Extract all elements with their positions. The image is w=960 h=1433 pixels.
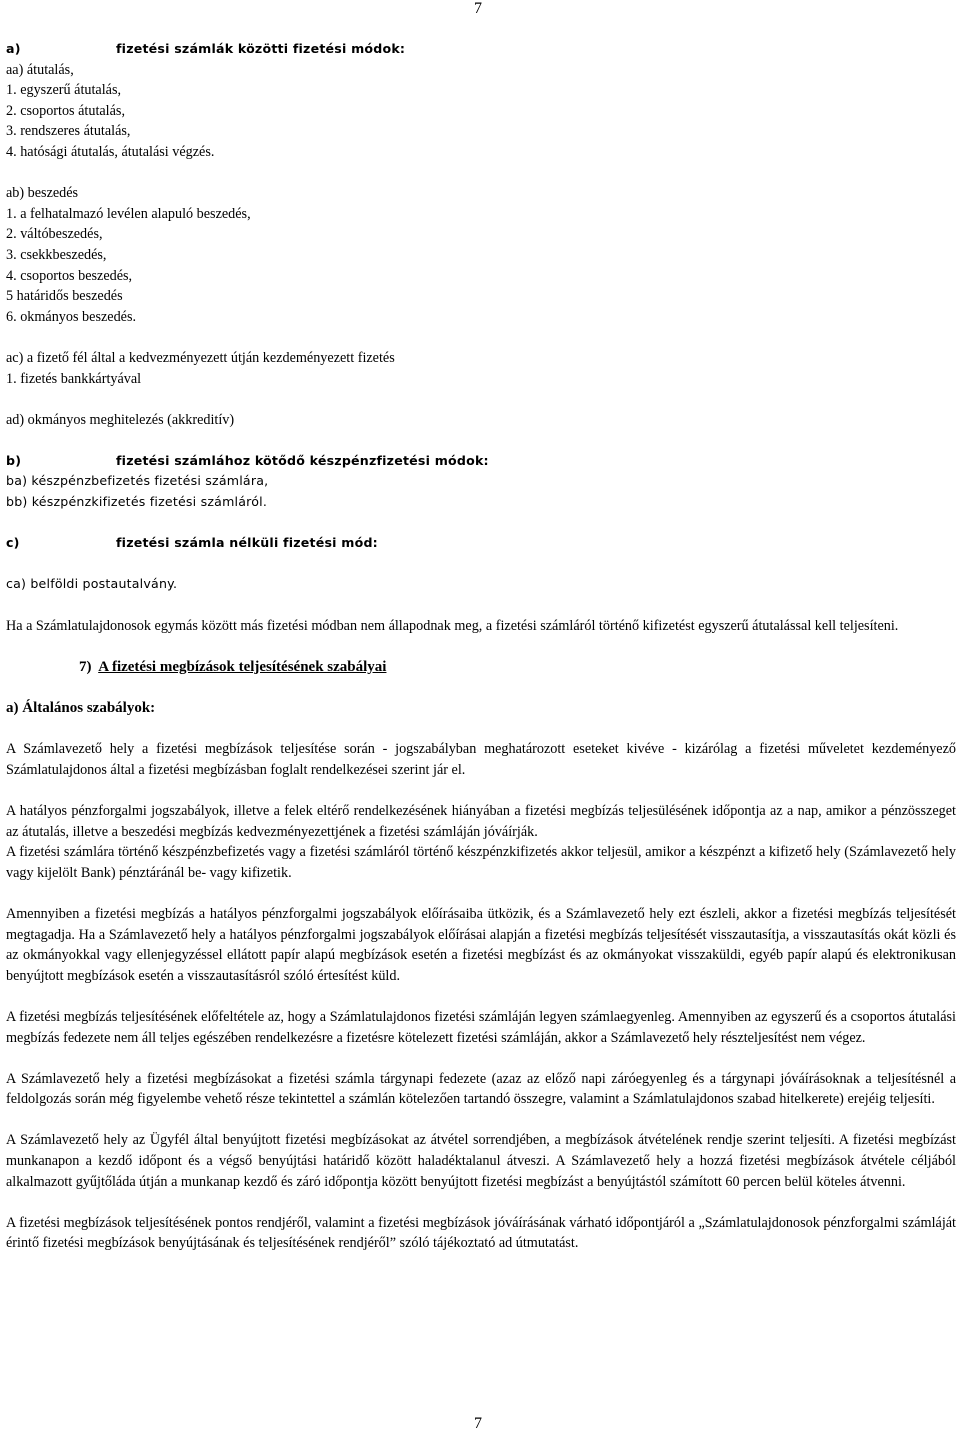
paragraph: A fizetési megbízás teljesítésének előfeltétele az, hogy a Számlatulajdonos fizetési számláján legyen számlaegyenleg. Amennyiben az egyszerű és a csoportos átutalási megbízás fedezete nem áll teljes egészében rendelkezésre a fizetésre kötelezett fizetési számláján, akkor a Számlavezető hely részteljesítést nem végez. (6, 1008, 956, 1046)
section-b-label: b) (6, 452, 22, 468)
paragraph: A fizetési megbízások teljesítésének pontos rendjéről, valamint a fizetési megbízások jóváírásának várható időpontjáról a „Számlatulajdonosok pénzforgalmi számláját érintő fizetési megbízások benyújtásának és teljesítésének rendjéről” szóló tájékoztató ad útmutatást. (6, 1214, 956, 1252)
section-7-heading (6, 657, 956, 678)
paragraph: A hatályos pénzforgalmi jogszabályok, illetve a felek eltérő rendelkezésének hiányában a fizetési megbízás teljesülésének időpontja az a nap, amikor a pénzösszeget az átutalás, illetve a beszedési megbízás kedvezményezettjének a fizetési számláján jóváírják. (6, 802, 956, 840)
paragraph: Amennyiben a fizetési megbízás a hatályos pénzforgalmi jogszabályok előírásaiba ütközik, és a Számlavezető hely ezt észleli, akkor a fizetési megbízás teljesítését megtagadja. Ha a Számlavezető hely a hatályos pénzforgalmi jogszabályok előírásai alapján a fizetési megbízás teljesítését visszautasítja, a visszautasítás okát közli és az okmányokkal vagy ellenjegyzéssel ellátott papír alapú megbízások esetén a fizetési megbízást és az okmányokat visszaküldi, egyéb papír alapú és elektronikusan benyújtott megbízások esetén a visszautasításról szóló értesítést küld. (6, 905, 956, 984)
section-b-title: fizetési számlához kötődő készpénzfizetési módok: (116, 452, 489, 468)
bb-item: bb) készpénzkifizetés fizetési számláról. (6, 494, 268, 510)
section-7-number: 7) (79, 658, 92, 675)
document-body (6, 39, 956, 1254)
ca-item: ca) belföldi postautalvány. (6, 576, 178, 592)
aa-item: 4. hatósági átutalás, átutalási végzés. (6, 143, 215, 160)
ab-item: 1. a felhatalmazó levélen alapuló beszedés, (6, 205, 251, 222)
aa-item: 3. rendszeres átutalás, (6, 123, 131, 140)
subheading-general-rules: a) Általános szabályok: (6, 700, 156, 716)
ab-item: 3. csekkbeszedés, (6, 246, 107, 263)
ab-label: ab) beszedés (6, 185, 79, 202)
aa-label: aa) átutalás, (6, 61, 74, 78)
ab-item: 6. okmányos beszedés. (6, 308, 137, 325)
section-c-title: fizetési számla nélküli fizetési mód: (116, 535, 378, 551)
paragraph: A fizetési számlára történő készpénzbefizetés vagy a fizetési számláról történő készpénzkifizetés akkor teljesül, amikor a készpénzt a kifizető hely (Számlavezető hely vagy kijelölt Bank) pénztáránál be- vagy kifizetik. (6, 844, 956, 881)
section-b-heading (6, 451, 956, 472)
ab-item: 5 határidős beszedés (6, 288, 123, 305)
page-number-top: 7 (474, 0, 482, 17)
section-a-label: a) (6, 41, 21, 56)
aa-item: 2. csoportos átutalás, (6, 102, 125, 119)
ba-item: ba) készpénzbefizetés fizetési számlára, (6, 473, 269, 489)
aa-item: 1. egyszerű átutalás, (6, 82, 122, 99)
default-transfer-paragraph: Ha a Számlatulajdonosok egymás között más fizetési módban nem állapodnak meg, a fizetési számláról történő kifizetést egyszerű átutalással kell teljesíteni. (6, 617, 899, 634)
section-c-label: c) (6, 535, 20, 551)
ad-label: ad) okmányos meghitelezés (akkreditív) (6, 411, 235, 428)
section-a-heading (6, 39, 956, 60)
paragraph: A Számlavezető hely a fizetési megbízások teljesítése során - jogszabályban meghatározott eseteket kivéve - kizárólag a fizetési műveletet kezdeményező Számlatulajdonos által a fizetési megbízásban foglalt rendelkezései szerint jár el. (6, 741, 956, 778)
paragraph: A Számlavezető hely az Ügyfél által benyújtott fizetési megbízásokat az átvétel sorrendjében, a megbízások átvételének rendje szerint teljesíti. A fizetési megbízást munkanapon a kezdő időpont és a végső benyújtási határidő között haladéktalanul átveszi. A Számlavezető hely a hozzá fizetési megbízások átvétele céljából alkalmazott gyűjtőláda útján a munkanap kezdő és záró időpontja között benyújtott fizetési megbízást a benyújtástól számított 60 percen belül köteles átvenni. (6, 1132, 956, 1190)
ab-item: 4. csoportos beszedés, (6, 267, 133, 284)
paragraph: A Számlavezető hely a fizetési megbízásokat a fizetési számla tárgynapi fedezete (azaz az előző napi záróegyenleg és a tárgynapi jóváírásoknak a teljesítésnél a feldolgozás során még figyelembe vehető része tekintettel a számlán kötelezően tartandó összegre, valamint a Számlatulajdonos szabad hitelkerete) erejéig teljesíti. (6, 1070, 956, 1108)
section-a-title: fizetési számlák közötti fizetési módok: (116, 41, 406, 56)
page-number-bottom: 7 (474, 1415, 482, 1432)
section-7-title: A fizetési megbízások teljesítésének szabályai (98, 658, 387, 675)
ab-item: 2. váltóbeszedés, (6, 226, 103, 243)
section-c-heading (6, 533, 956, 554)
ac-label: ac) a fizető fél által a kedvezményezett útján kezdeményezett fizetés (6, 349, 395, 366)
ac-item: 1. fizetés bankkártyával (6, 370, 142, 387)
